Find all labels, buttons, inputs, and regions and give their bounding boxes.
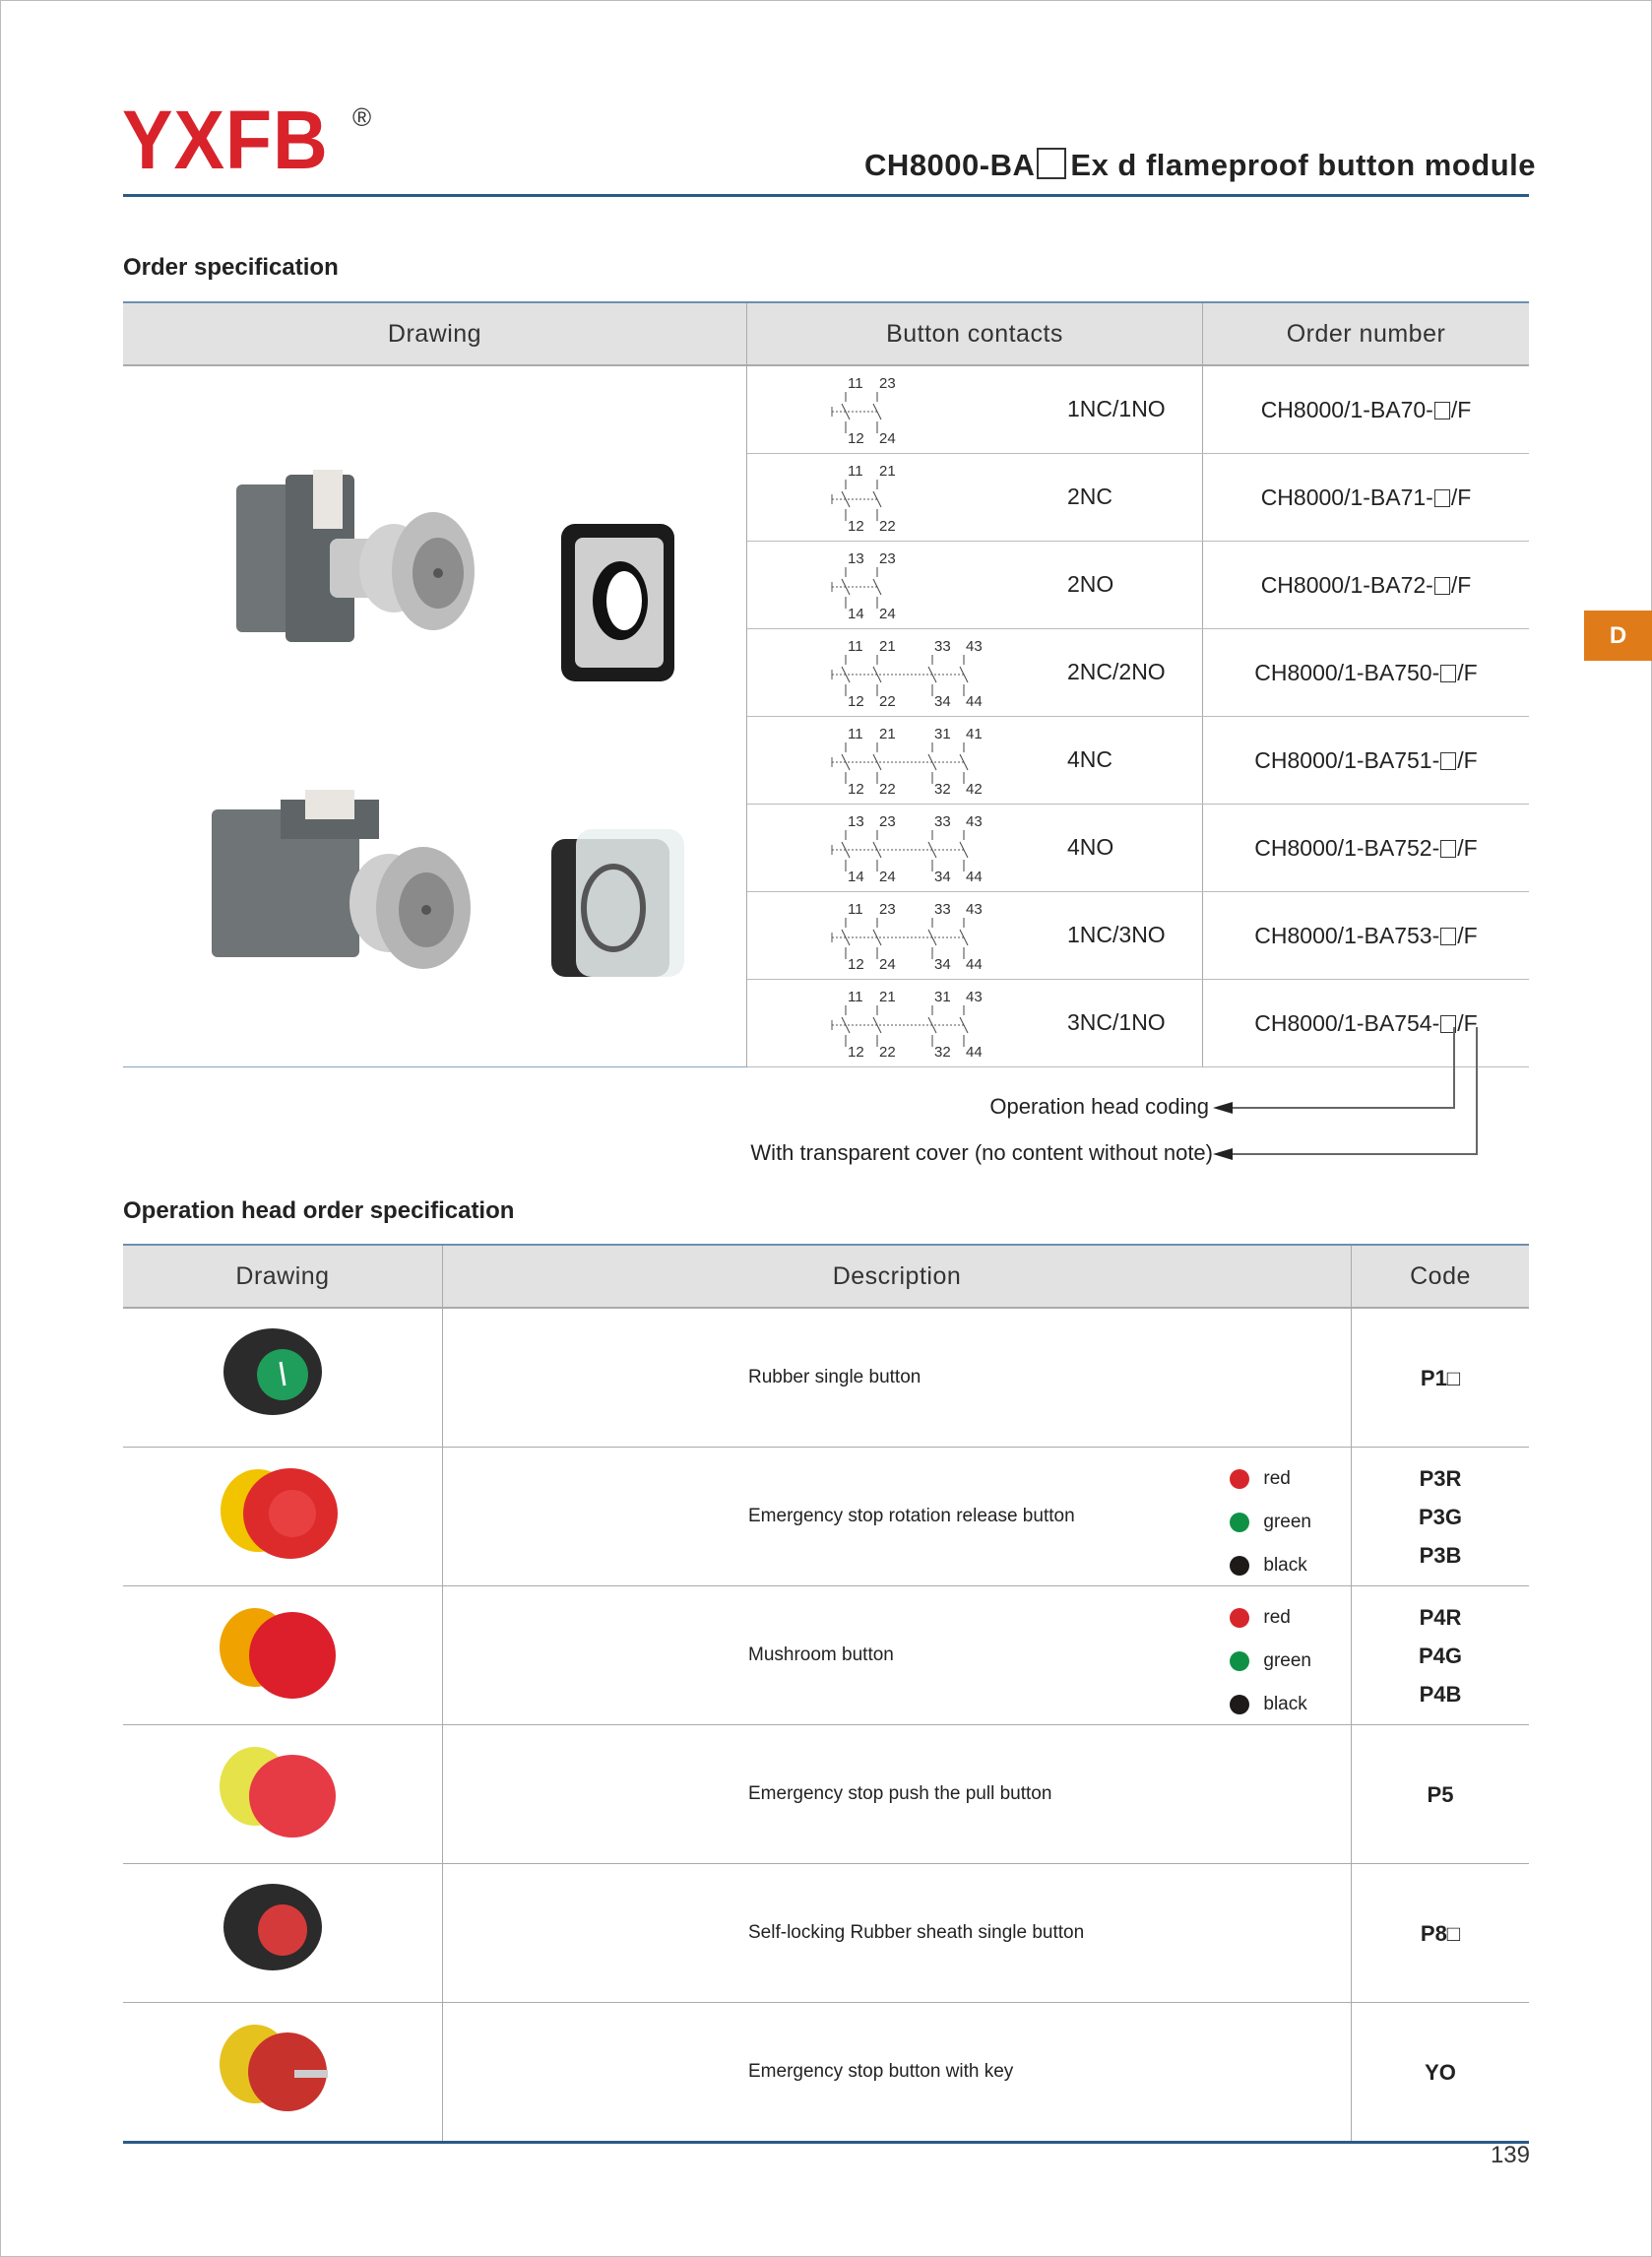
code-value: P4G xyxy=(1418,1643,1463,1668)
svg-text:22: 22 xyxy=(879,1044,896,1059)
description-cell xyxy=(443,1586,1352,1725)
note-transparent-cover: With transparent cover (no content without note) xyxy=(750,1140,1213,1165)
col-description: Description xyxy=(443,1245,1352,1308)
order-suffix: /F xyxy=(1450,396,1472,422)
order-suffix: /F xyxy=(1450,571,1472,598)
color-option-green: green xyxy=(1230,1640,1311,1683)
operation-head-table xyxy=(123,1244,1529,2144)
contact-schematic-icon xyxy=(826,988,1043,1059)
svg-text:11: 11 xyxy=(848,463,863,480)
svg-text:13: 13 xyxy=(848,550,864,567)
code-cell xyxy=(1352,1448,1530,1586)
contact-schematic-icon xyxy=(826,812,1043,883)
order-prefix: CH8000/1-BA72- xyxy=(1260,571,1433,598)
button-contacts-cell xyxy=(747,365,1203,454)
placeholder-box-icon xyxy=(1440,752,1456,770)
contact-type: 1NC/3NO xyxy=(1067,922,1166,947)
black-red-rubber-button-image xyxy=(214,1876,351,1984)
svg-text:21: 21 xyxy=(879,463,896,480)
description-cell xyxy=(443,1308,1352,1448)
operation-head-drawing xyxy=(123,1725,443,1864)
svg-text:12: 12 xyxy=(848,781,864,796)
color-option-black: black xyxy=(1230,1544,1311,1587)
description-text: Emergency stop button with key xyxy=(748,2061,1014,2082)
code-value: P5 xyxy=(1427,1781,1454,1807)
placeholder-box-icon xyxy=(1037,148,1066,179)
order-number-cell xyxy=(1203,629,1530,717)
svg-text:44: 44 xyxy=(966,869,983,883)
order-suffix: /F xyxy=(1457,1009,1478,1036)
svg-text:22: 22 xyxy=(879,693,896,708)
color-dot-icon xyxy=(1230,1651,1249,1671)
placeholder-box-icon xyxy=(1440,928,1456,945)
svg-text:22: 22 xyxy=(879,518,896,533)
button-contacts-cell xyxy=(747,717,1203,805)
order-number-cell xyxy=(1203,542,1530,629)
red-push-pull-estop-image xyxy=(214,1737,351,1845)
operation-head-drawing xyxy=(123,1448,443,1586)
order-prefix: CH8000/1-BA750- xyxy=(1254,659,1440,685)
section-tab-d[interactable]: D xyxy=(1584,611,1652,661)
placeholder-box-icon xyxy=(1434,402,1450,419)
svg-text:14: 14 xyxy=(848,869,864,883)
code-value: P3G xyxy=(1418,1504,1463,1529)
order-spec-table xyxy=(123,301,1529,1067)
color-option-red: red xyxy=(1230,1457,1311,1501)
placeholder-box-icon xyxy=(1434,577,1450,595)
key-estop-image xyxy=(214,2015,351,2123)
svg-text:12: 12 xyxy=(848,430,864,445)
black-green-rubber-button-image xyxy=(214,1321,351,1429)
color-dot-icon xyxy=(1230,1695,1249,1714)
color-dot-icon xyxy=(1230,1513,1249,1532)
placeholder-box-icon xyxy=(1440,1015,1456,1033)
order-suffix: /F xyxy=(1457,922,1478,948)
color-dot-icon xyxy=(1230,1556,1249,1576)
svg-text:22: 22 xyxy=(879,781,896,796)
red-rotation-release-estop-image xyxy=(214,1459,351,1568)
code-cell xyxy=(1352,1308,1530,1448)
table-row xyxy=(123,1448,1529,1586)
table-row xyxy=(123,2003,1529,2143)
description-cell xyxy=(443,1725,1352,1864)
svg-text:34: 34 xyxy=(934,956,951,971)
code-cell xyxy=(1352,1586,1530,1725)
code-cell xyxy=(1352,2003,1530,2143)
svg-text:14: 14 xyxy=(848,606,864,620)
button-contacts-cell xyxy=(747,980,1203,1067)
placeholder-box-icon xyxy=(1434,489,1450,507)
order-prefix: CH8000/1-BA752- xyxy=(1254,834,1440,861)
svg-text:23: 23 xyxy=(879,550,896,567)
description-cell xyxy=(443,1448,1352,1586)
order-number-cell xyxy=(1203,717,1530,805)
order-number-cell xyxy=(1203,454,1530,542)
contact-block-with-guard-image xyxy=(197,445,729,691)
col-button-contacts: Button contacts xyxy=(747,302,1203,365)
order-spec-title: Order specification xyxy=(123,254,339,281)
svg-text:21: 21 xyxy=(879,726,896,742)
contact-schematic-icon xyxy=(826,374,1043,445)
contact-schematic-icon xyxy=(826,725,1043,796)
description-cell xyxy=(443,2003,1352,2143)
svg-text:33: 33 xyxy=(934,901,951,918)
color-dot-icon xyxy=(1230,1469,1249,1489)
code-cell xyxy=(1352,1864,1530,2003)
svg-text:31: 31 xyxy=(934,726,951,742)
contact-type: 2NO xyxy=(1067,571,1114,597)
contact-schematic-icon xyxy=(826,900,1043,971)
operation-head-drawing xyxy=(123,1864,443,2003)
order-prefix: CH8000/1-BA71- xyxy=(1260,484,1433,510)
operation-head-title: Operation head order specification xyxy=(123,1197,515,1224)
code-value: P4B xyxy=(1419,1681,1462,1707)
svg-text:44: 44 xyxy=(966,956,983,971)
button-contacts-cell xyxy=(747,454,1203,542)
registered-mark: ® xyxy=(352,102,372,132)
svg-text:11: 11 xyxy=(848,375,863,392)
order-number-cell xyxy=(1203,980,1530,1067)
col-drawing: Drawing xyxy=(123,1245,443,1308)
code-value: P8□ xyxy=(1420,1920,1461,1946)
svg-text:13: 13 xyxy=(848,813,864,830)
code-value: YO xyxy=(1425,2059,1456,2085)
table-row xyxy=(123,1586,1529,1725)
svg-text:43: 43 xyxy=(966,813,983,830)
svg-text:43: 43 xyxy=(966,901,983,918)
order-number-cell xyxy=(1203,805,1530,892)
order-number-cell xyxy=(1203,892,1530,980)
color-options xyxy=(1230,1457,1311,1587)
svg-text:33: 33 xyxy=(934,638,951,655)
contact-type: 3NC/1NO xyxy=(1067,1009,1166,1035)
svg-text:11: 11 xyxy=(848,989,863,1005)
color-option-green: green xyxy=(1230,1501,1311,1544)
svg-text:12: 12 xyxy=(848,693,864,708)
svg-text:24: 24 xyxy=(879,430,896,445)
page-number: 139 xyxy=(1490,2142,1530,2168)
table-row xyxy=(123,1308,1529,1448)
col-order-number: Order number xyxy=(1203,302,1530,365)
document-title xyxy=(864,148,1536,183)
svg-text:12: 12 xyxy=(848,518,864,533)
svg-text:23: 23 xyxy=(879,901,896,918)
svg-text:33: 33 xyxy=(934,813,951,830)
code-value: P3B xyxy=(1419,1542,1462,1568)
svg-text:32: 32 xyxy=(934,1044,951,1059)
color-options xyxy=(1230,1596,1311,1726)
operation-head-drawing xyxy=(123,2003,443,2143)
contact-type: 2NC/2NO xyxy=(1067,659,1166,684)
button-contacts-cell xyxy=(747,542,1203,629)
order-suffix: /F xyxy=(1457,659,1478,685)
svg-text:43: 43 xyxy=(966,638,983,655)
button-contacts-cell xyxy=(747,629,1203,717)
svg-text:42: 42 xyxy=(966,781,983,796)
button-contacts-cell xyxy=(747,892,1203,980)
svg-text:41: 41 xyxy=(966,726,983,742)
svg-text:12: 12 xyxy=(848,956,864,971)
order-suffix: /F xyxy=(1450,484,1472,510)
description-text: Mushroom button xyxy=(748,1644,894,1665)
operation-head-drawing xyxy=(123,1308,443,1448)
brand-logo: YXFB xyxy=(122,94,329,186)
col-drawing: Drawing xyxy=(123,302,747,365)
svg-text:44: 44 xyxy=(966,1044,983,1059)
svg-text:11: 11 xyxy=(848,726,863,742)
svg-text:23: 23 xyxy=(879,375,896,392)
order-prefix: CH8000/1-BA70- xyxy=(1260,396,1433,422)
svg-text:24: 24 xyxy=(879,869,896,883)
table-row xyxy=(123,1864,1529,2003)
title-prefix: CH8000-BA xyxy=(864,148,1036,182)
red-mushroom-button-image xyxy=(214,1598,351,1707)
svg-text:43: 43 xyxy=(966,989,983,1005)
description-text: Self-locking Rubber sheath single button xyxy=(748,1922,1085,1943)
operation-head-drawing xyxy=(123,1586,443,1725)
description-text: Emergency stop push the pull button xyxy=(748,1783,1052,1804)
svg-text:11: 11 xyxy=(848,638,863,655)
button-contacts-cell xyxy=(747,805,1203,892)
contact-schematic-icon xyxy=(826,549,1043,620)
description-cell xyxy=(443,1864,1352,2003)
placeholder-box-icon xyxy=(1440,840,1456,858)
header-rule xyxy=(123,194,1529,197)
svg-text:11: 11 xyxy=(848,901,863,918)
svg-text:44: 44 xyxy=(966,693,983,708)
svg-text:21: 21 xyxy=(879,638,896,655)
color-option-red: red xyxy=(1230,1596,1311,1640)
order-prefix: CH8000/1-BA751- xyxy=(1254,746,1440,773)
contact-schematic-icon xyxy=(826,637,1043,708)
code-value: P4R xyxy=(1419,1604,1462,1630)
table-row xyxy=(123,365,1529,454)
contact-type: 4NO xyxy=(1067,834,1114,860)
order-prefix: CH8000/1-BA754- xyxy=(1254,1009,1440,1036)
col-code: Code xyxy=(1352,1245,1530,1308)
title-suffix: Ex d flameproof button module xyxy=(1070,148,1536,182)
svg-text:34: 34 xyxy=(934,869,951,883)
svg-text:24: 24 xyxy=(879,956,896,971)
contact-type: 1NC/1NO xyxy=(1067,396,1166,421)
contact-schematic-icon xyxy=(826,462,1043,533)
description-text: Rubber single button xyxy=(748,1367,921,1387)
code-cell xyxy=(1352,1725,1530,1864)
description-text: Emergency stop rotation release button xyxy=(748,1506,1075,1526)
svg-text:21: 21 xyxy=(879,989,896,1005)
note-operation-head-coding: Operation head coding xyxy=(989,1094,1209,1119)
contact-block-with-cover-image xyxy=(192,780,724,997)
order-prefix: CH8000/1-BA753- xyxy=(1254,922,1440,948)
svg-text:24: 24 xyxy=(879,606,896,620)
table-row xyxy=(123,1725,1529,1864)
product-drawings xyxy=(123,365,747,1067)
placeholder-box-icon xyxy=(1440,665,1456,682)
order-number-cell xyxy=(1203,365,1530,454)
svg-text:31: 31 xyxy=(934,989,951,1005)
svg-text:34: 34 xyxy=(934,693,951,708)
order-suffix: /F xyxy=(1457,746,1478,773)
contact-type: 2NC xyxy=(1067,484,1113,509)
contact-type: 4NC xyxy=(1067,746,1113,772)
code-value: P3R xyxy=(1419,1465,1462,1491)
order-suffix: /F xyxy=(1457,834,1478,861)
color-dot-icon xyxy=(1230,1608,1249,1628)
svg-text:23: 23 xyxy=(879,813,896,830)
svg-text:32: 32 xyxy=(934,781,951,796)
code-value: P1□ xyxy=(1420,1365,1461,1390)
color-option-black: black xyxy=(1230,1683,1311,1726)
svg-text:12: 12 xyxy=(848,1044,864,1059)
